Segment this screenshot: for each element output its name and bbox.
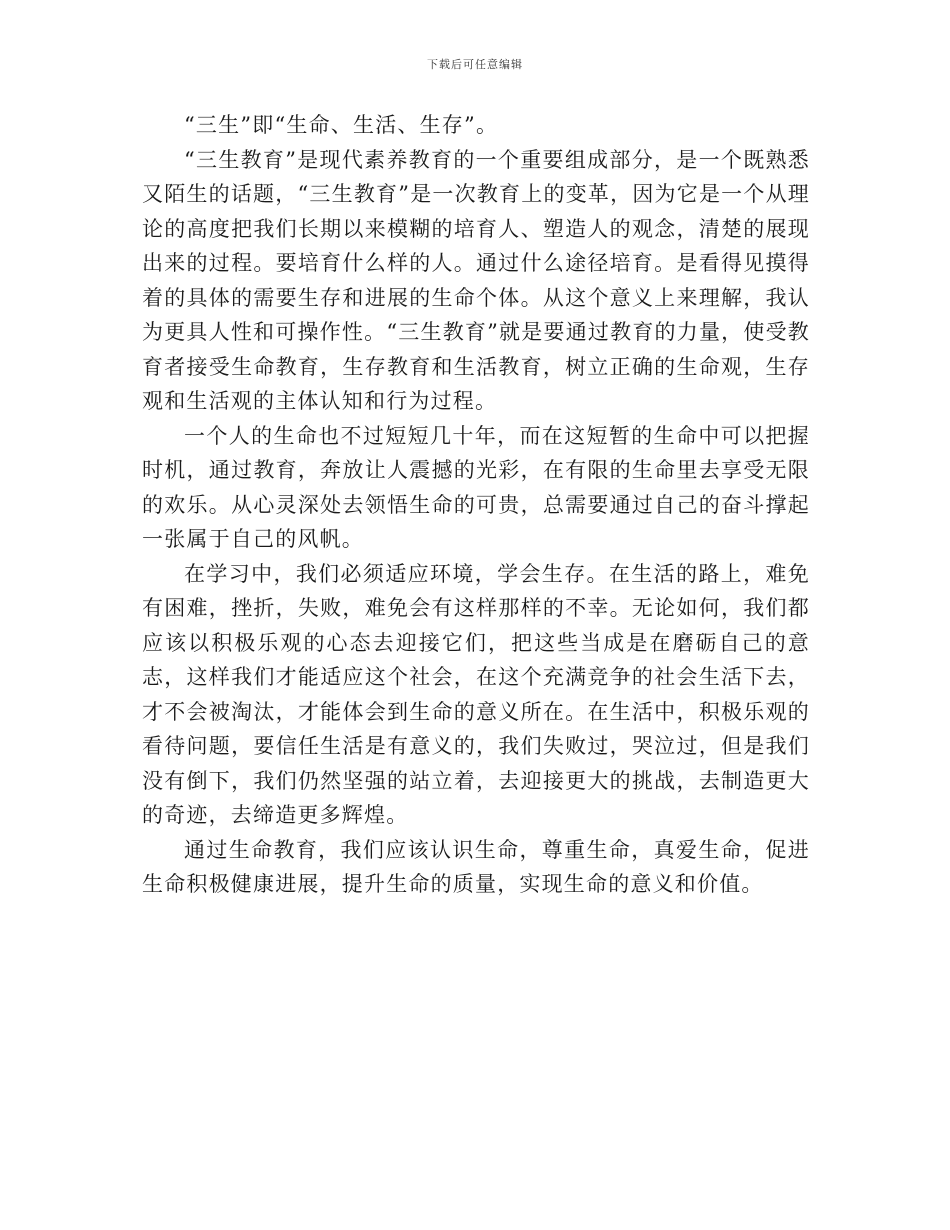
document-body [142, 108, 810, 902]
paragraph-3: 一个人的生命也不过短短几十年，而在这短暂的生命中可以把握时机，通过教育，奔放让人震撼的光彩，在有限的生命里去享受无限的欢乐。从心灵深处去领悟生命的可贵，总需要通过自己的奋斗撑起一张属于自己的风帆。 [142, 423, 810, 551]
paragraph-2: “三生教育”是现代素养教育的一个重要组成部分，是一个既熟悉又陌生的话题，“三生教育”是一次教育上的变革，因为它是一个从理论的高度把我们长期以来模糊的培育人、塑造人的观念，清楚的展现出来的过程。要培育什么样的人。通过什么途径培育。是看得见摸得着的具体的需要生存和进展的生命个体。从这个意义上来理解，我认为更具人性和可操作性。“三生教育”就是要通过教育的力量，使受教育者接受生命教育，生存教育和生活教育，树立正确的生命观，生存观和生活观的主体认知和行为过程。 [142, 147, 810, 413]
paragraph-1: “三生”即“生命、生活、生存”。 [184, 113, 499, 137]
paragraph-4: 在学习中，我们必须适应环境，学会生存。在生活的路上，难免有困难，挫折，失败，难免会有这样那样的不幸。无论如何，我们都应该以积极乐观的心态去迎接它们，把这些当成是在磨砺自己的意志，这样我们才能适应这个社会，在这个充满竞争的社会生活下去，才不会被淘汰，才能体会到生命的意义所在。在生活中，积极乐观的看待问题，要信任生活是有意义的，我们失败过，哭泣过，但是我们没有倒下，我们仍然坚强的站立着，去迎接更大的挑战，去制造更大的奇迹，去缔造更多辉煌。 [142, 561, 810, 827]
paragraph-5: 通过生命教育，我们应该认识生命，尊重生命，真爱生命，促进生命积极健康进展，提升生命的质量，实现生命的意义和价值。 [142, 837, 810, 896]
page-header: 下载后可任意编辑 [427, 58, 523, 71]
